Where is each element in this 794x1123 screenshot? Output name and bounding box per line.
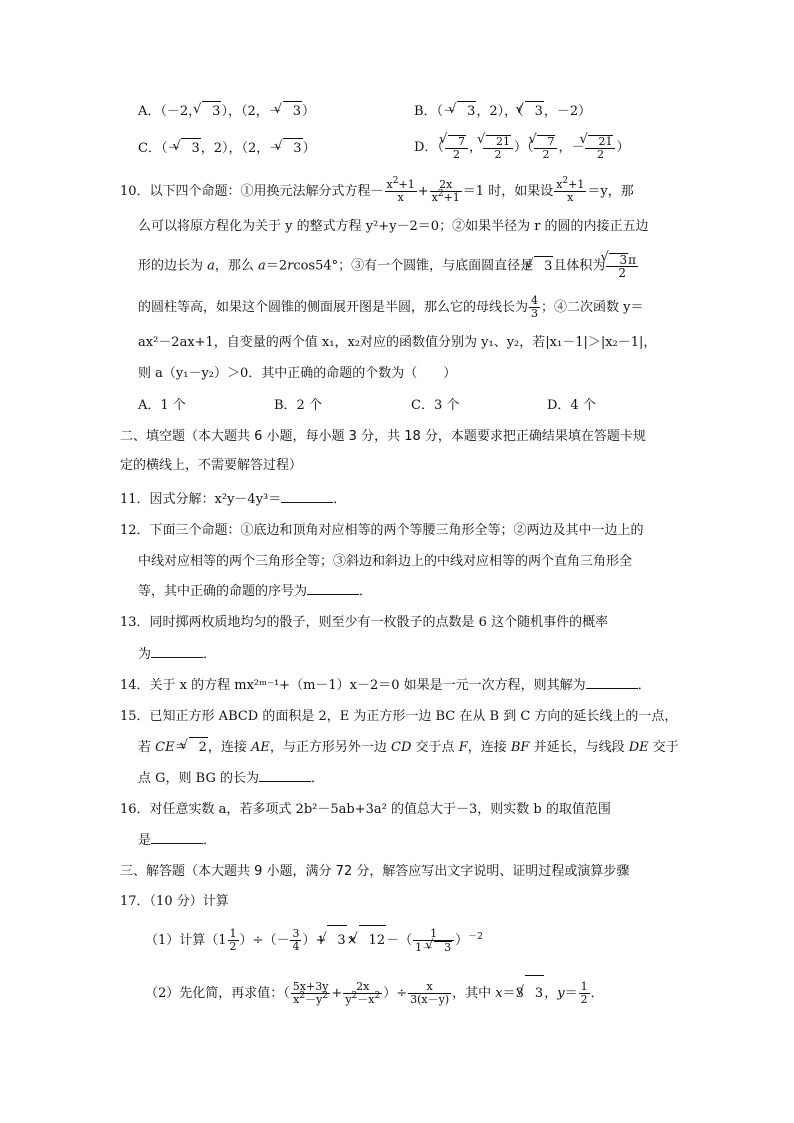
q10-option-c: C．3 个 <box>411 398 460 413</box>
q9-option-b: B．（－√ 3，2），（√ 3，－2） <box>414 101 591 122</box>
q10-line-3: 形的边长为 a，那么 a＝2rcos54°；③有一个圆锥，与底面圆直径是√ 3且体积为 √ $\frac{3\pi}{2}$ <box>138 253 639 279</box>
q9-option-c: C．（－√ 3，2），（2，－√ 3） <box>138 138 316 159</box>
q10-line-4: 的圆柱等高，如果这个圆锥的侧面展开图是半圆，那么它的母线长为 $\frac{4}{3}$ ；④二次函数 y＝ <box>138 294 644 320</box>
q13-line-2: 为 ． <box>138 647 217 662</box>
answer-blank <box>259 769 311 782</box>
answer-blank <box>151 831 203 844</box>
q11: 11．因式分解：x²y－4y³＝ ． <box>120 492 347 507</box>
q15-line-1: 15．已知正方形 ABCD 的面积是 2，E 为正方形一边 BC 在从 B 到 C 方向的延长线上的一点， <box>120 709 678 724</box>
answer-blank <box>151 645 203 658</box>
q10-line-1: 10．以下四个命题：①用换元法解分式方程－ $\frac{x^2+1}{x}$ + $\frac{2x}{x^2+1}$ ＝1 时，如果设 $\frac{x^2+1}{x}$ ＝y，那 <box>120 176 634 204</box>
q12-line-2: 中线对应相等的两个三角形全等；③斜边和斜边上的中线对应相等的两个直角三角形全 <box>138 554 633 569</box>
fraction: $\frac{2x}{x^2+1}$ <box>431 178 460 204</box>
q17-part-2: （2）先化简，再求值：（ $\frac{5x+3y}{x^2-y^2}$ + $\frac{2x}{y^2-x^2}$ ）÷ $\frac{x}{3(x-y)}$ ，其中 x＝3√ 3，y＝ $\frac{1}{2}$ ． <box>145 975 604 1012</box>
q10-option-d: D．4 个 <box>547 398 596 413</box>
answer-blank <box>307 582 359 595</box>
fraction: $\frac{4}{3}$ <box>531 294 539 320</box>
section2-heading-line-1: 二、填空题（本大题共 6 小题，每小题 3 分，共 18 分，本题要求把正确结果填在答题卡规 <box>120 429 646 444</box>
section3-heading: 三、解答题（本大题共 9 小题，满分 72 分，解答应写出文字说明、证明过程或演算步骤 <box>120 864 630 879</box>
q10-option-b: B．2 个 <box>274 398 322 413</box>
q12-line-1: 12．下面三个命题：①底边和顶角对应相等的两个等腰三角形全等；②两边及其中一边上的 <box>120 523 644 538</box>
q10-line-6: 则 a（y₁－y₂）＞0．其中正确的命题的个数为（ ） <box>138 366 457 381</box>
q16-line-2: 是 ． <box>138 833 217 848</box>
q9-option-d: D．（ √ $\frac{7}{2}$ ， √ $\frac{21}{2}$ ）（ √ $\frac{7}{2}$ ，－ √ $\frac{21}{2}$ ） <box>414 133 630 163</box>
fraction: $\frac{x^2+1}{x}$ <box>386 176 415 204</box>
q17-part-1: （1）计算（1 $\frac{1}{2}$ ）÷（－ $\frac{3}{4}$ ）+√ 3×√ 12－（ $\frac{1}{1-√ 3}$ ）$^{-2}$ <box>145 925 483 956</box>
q15-line-3: 点 G，则 BG 的长为 ． <box>138 771 324 786</box>
q14: 14．关于 x 的方程 mx²ᵐ⁻¹+（m－1）x－2＝0 如果是一元一次方程，则其解为 ． <box>120 678 651 693</box>
q15-line-2: 若 CE＝√ 2，连接 AE，与正方形另外一边 CD 交于点 F，连接 BF 并延长，与线段 DE 交于 <box>138 737 679 758</box>
q13-line-1: 13．同时掷两枚质地均匀的骰子，则至少有一枚骰子的点数是 6 这个随机事件的概率 <box>120 615 609 630</box>
q10-line-5: ax²－2ax+1，自变量的两个值 x₁，x₂对应的函数值分别为 y₁、y₂，若|x₁－1|＞|x₂－1|， <box>138 335 657 350</box>
q17-heading: 17．（10 分）计算 <box>120 894 229 909</box>
answer-blank <box>281 490 333 503</box>
fraction: $\frac{x^2+1}{x}$ <box>556 176 585 204</box>
q10-line-2: 么可以将原方程化为关于 y 的整式方程 y²+y－2＝0；②如果半径为 r 的圆的内接正五边 <box>138 219 649 234</box>
q16-line-1: 16．对任意实数 a，若多项式 2b²－5ab+3a² 的值总大于－3，则实数 b 的取值范围 <box>120 802 611 817</box>
q9-option-a: A．（－2，√ 3），（2，－√ 3） <box>138 101 315 122</box>
answer-blank <box>586 676 638 689</box>
q10-option-a: A．1 个 <box>138 398 186 413</box>
section2-heading-line-2: 定的横线上，不需要解答过程） <box>120 458 303 473</box>
q12-line-3: 等，其中正确的命题的序号为 ． <box>138 584 373 599</box>
